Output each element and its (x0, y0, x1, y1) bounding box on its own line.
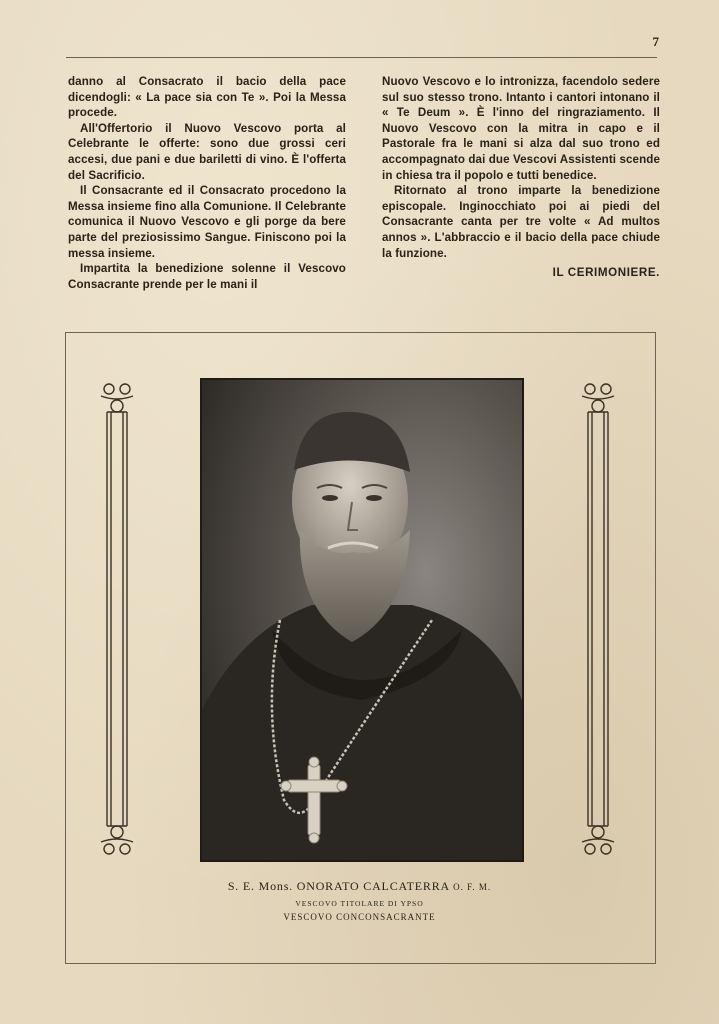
bishop-portrait-photo (200, 378, 524, 862)
caption-order-text: O. F. M. (453, 882, 492, 892)
header-rule (66, 57, 657, 58)
right-text-column (382, 74, 660, 281)
left-text-column (68, 74, 346, 292)
paragraph: Nuovo Vescovo e lo intronizza, facendolo sedere sul suo stesso trono. Intanto i cantori intonano il « Te Deum ». È l'inno del ringraziamento. Il Nuovo Vescovo con la mitra in capo e il Pastorale fra le mani si alza dal suo trono ed accompagnato dai due Vescovi Assistenti scende in chiesa tra il popolo e tutti benedice. (382, 75, 661, 182)
ornament-right-icon (578, 378, 618, 860)
page-number: 7 (652, 34, 659, 49)
paragraph: Ritornato al trono imparte la benedizione episcopale. Inginocchiato poi ai piedi del Consacrante canta per tre volte « Ad multos annos ». L'abbraccio e il bacio della pace chiude la funzione. (382, 184, 660, 260)
caption-name-text: S. E. Mons. ONORATO CALCATERRA (227, 879, 450, 893)
portrait-caption-role: VESCOVO CONCONSACRANTE (283, 912, 436, 922)
signature: IL CERIMONIERE. (552, 266, 660, 280)
portrait-caption-title: VESCOVO TITOLARE DI YPSO (295, 899, 424, 908)
ornament-left-icon (97, 378, 137, 860)
paragraph: Il Consacrante ed il Consacrato procedono la Messa insieme fino alla Comunione. Il Celebrante comunica il Nuovo Vescovo e gli porge da bere parte del preziosissimo Sangue. Finiscono poi la messa insieme. (68, 184, 346, 260)
portrait-caption-name (65, 879, 654, 894)
paragraph: All'Offertorio il Nuovo Vescovo porta al Celebrante le offerte: sono due grossi ceri accesi, due pani e due bariletti di vino. È l'offerta del Sacrificio. (68, 121, 346, 182)
paragraph: danno al Consacrato il bacio della pace dicendogli: « La pace sia con Te ». Poi la Messa procede. (68, 75, 346, 120)
paragraph: Impartita la benedizione solenne il Vescovo Consacrante prende per le mani il (68, 262, 346, 291)
